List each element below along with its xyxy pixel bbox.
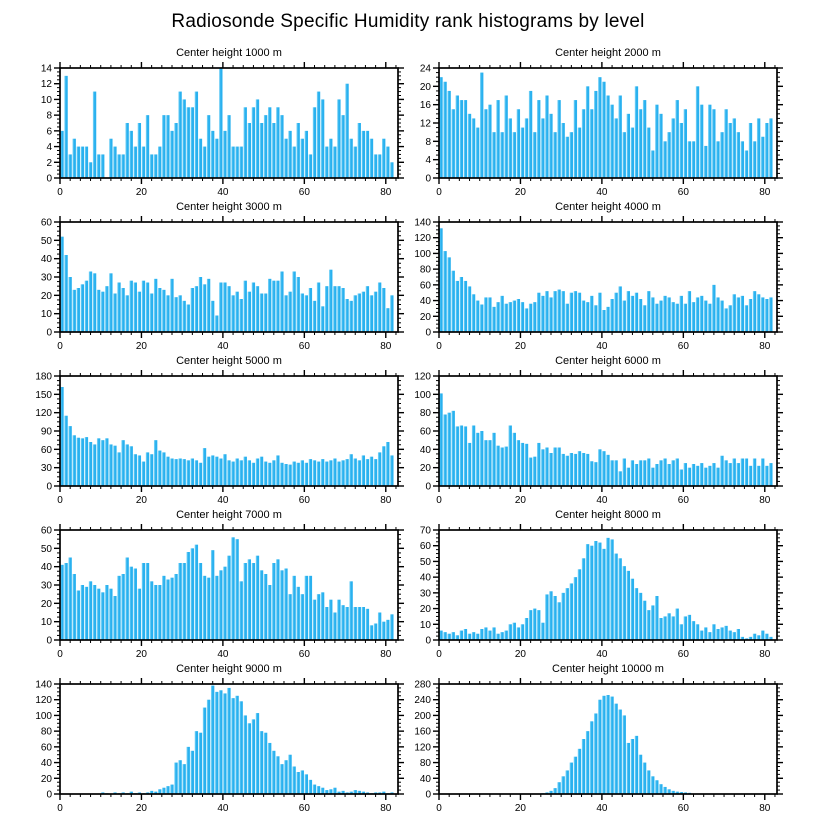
- svg-text:30: 30: [40, 580, 52, 592]
- y-tick-labels: [35, 680, 52, 801]
- svg-text:10: 10: [40, 309, 52, 321]
- svg-text:0: 0: [57, 495, 63, 506]
- svg-text:120: 120: [414, 371, 431, 383]
- svg-text:20: 20: [135, 341, 148, 352]
- svg-text:0: 0: [46, 481, 52, 493]
- svg-text:60: 60: [40, 742, 52, 754]
- svg-text:40: 40: [217, 649, 229, 660]
- subplot-10000m: [408, 662, 816, 816]
- svg-text:60: 60: [677, 187, 689, 198]
- subplot-9000m: [0, 662, 408, 816]
- svg-text:20: 20: [40, 773, 52, 785]
- svg-text:140: 140: [35, 679, 52, 691]
- bars: [439, 228, 772, 332]
- svg-text:40: 40: [419, 773, 431, 785]
- y-tick-labels: [414, 218, 431, 339]
- svg-text:20: 20: [419, 604, 431, 616]
- x-tick-labels: [436, 495, 771, 506]
- histogram-svg: [408, 676, 816, 816]
- y-tick-labels: [35, 372, 52, 493]
- svg-text:80: 80: [759, 495, 771, 506]
- svg-text:0: 0: [57, 187, 63, 198]
- svg-text:14: 14: [40, 63, 52, 75]
- svg-text:20: 20: [135, 495, 148, 506]
- svg-text:30: 30: [40, 272, 52, 284]
- histogram-10000m: [408, 676, 816, 816]
- bars: [439, 393, 772, 486]
- svg-text:60: 60: [40, 217, 52, 229]
- svg-text:120: 120: [35, 408, 52, 420]
- histogram-4000m: [408, 214, 816, 354]
- histogram-svg: [0, 368, 408, 508]
- svg-text:20: 20: [514, 187, 527, 198]
- y-tick-labels: [414, 372, 431, 493]
- svg-text:80: 80: [419, 758, 431, 770]
- svg-text:60: 60: [298, 495, 310, 506]
- subplot-title-7000m: Center height 7000 m: [176, 509, 282, 521]
- bars: [541, 695, 691, 794]
- svg-text:240: 240: [414, 695, 431, 707]
- svg-text:60: 60: [298, 803, 310, 814]
- histogram-svg: [408, 214, 816, 354]
- svg-text:50: 50: [40, 235, 52, 247]
- svg-text:60: 60: [419, 541, 431, 553]
- histogram-svg: [408, 60, 816, 200]
- subplot-2000m: [408, 46, 816, 200]
- svg-text:0: 0: [46, 173, 52, 185]
- svg-text:60: 60: [40, 444, 52, 456]
- svg-text:160: 160: [414, 726, 431, 738]
- svg-text:20: 20: [514, 495, 527, 506]
- svg-text:40: 40: [40, 562, 52, 574]
- histogram-9000m: [0, 676, 408, 816]
- svg-text:4: 4: [425, 155, 431, 167]
- svg-text:40: 40: [217, 495, 229, 506]
- subplot-title-6000m: Center height 6000 m: [555, 355, 661, 367]
- svg-text:20: 20: [40, 290, 52, 302]
- svg-text:40: 40: [596, 649, 608, 660]
- svg-text:150: 150: [35, 389, 52, 401]
- svg-text:70: 70: [419, 525, 431, 537]
- svg-text:60: 60: [298, 341, 310, 352]
- svg-text:20: 20: [419, 81, 431, 93]
- svg-text:16: 16: [419, 100, 431, 112]
- subplot-title-9000m: Center height 9000 m: [176, 663, 282, 675]
- svg-text:40: 40: [40, 254, 52, 266]
- svg-text:60: 60: [677, 803, 689, 814]
- svg-text:40: 40: [217, 803, 229, 814]
- x-tick-labels: [57, 341, 392, 352]
- histogram-svg: [408, 522, 816, 662]
- svg-text:100: 100: [414, 389, 431, 401]
- histogram-8000m: [408, 522, 816, 662]
- x-tick-labels: [436, 341, 771, 352]
- x-tick-labels: [436, 649, 771, 660]
- svg-text:20: 20: [40, 598, 52, 610]
- svg-text:0: 0: [46, 327, 52, 339]
- histogram-svg: [408, 368, 816, 508]
- histogram-svg: [0, 60, 408, 200]
- svg-text:0: 0: [425, 789, 431, 801]
- svg-text:20: 20: [135, 649, 148, 660]
- svg-text:40: 40: [596, 341, 608, 352]
- subplot-6000m: [408, 354, 816, 508]
- y-tick-labels: [41, 64, 53, 185]
- svg-text:6: 6: [46, 126, 52, 138]
- svg-text:0: 0: [436, 495, 442, 506]
- bars: [60, 387, 393, 486]
- svg-text:40: 40: [419, 296, 431, 308]
- svg-text:0: 0: [57, 341, 63, 352]
- svg-text:0: 0: [436, 341, 442, 352]
- svg-text:120: 120: [414, 742, 431, 754]
- svg-text:0: 0: [425, 173, 431, 185]
- svg-text:80: 80: [759, 187, 771, 198]
- svg-text:50: 50: [419, 556, 431, 568]
- svg-text:0: 0: [436, 187, 442, 198]
- subplot-title-3000m: Center height 3000 m: [176, 201, 282, 213]
- bars: [439, 538, 772, 640]
- x-tick-labels: [57, 803, 392, 814]
- svg-text:20: 20: [514, 649, 527, 660]
- svg-text:0: 0: [436, 803, 442, 814]
- bars: [60, 237, 393, 332]
- subplot-title-1000m: Center height 1000 m: [176, 47, 282, 59]
- svg-text:80: 80: [380, 495, 392, 506]
- svg-text:60: 60: [677, 495, 689, 506]
- svg-text:8: 8: [425, 136, 431, 148]
- histogram-svg: [0, 214, 408, 354]
- histogram-svg: [0, 522, 408, 662]
- svg-text:80: 80: [380, 803, 392, 814]
- subplot-3000m: [0, 200, 408, 354]
- svg-text:40: 40: [217, 187, 229, 198]
- subplot-7000m: [0, 508, 408, 662]
- svg-text:30: 30: [40, 463, 52, 475]
- svg-text:80: 80: [759, 803, 771, 814]
- histogram-2000m: [408, 60, 816, 200]
- svg-text:80: 80: [380, 187, 392, 198]
- subplot-8000m: [408, 508, 816, 662]
- svg-text:10: 10: [419, 619, 431, 631]
- bars: [60, 68, 393, 178]
- svg-text:30: 30: [419, 588, 431, 600]
- svg-text:120: 120: [35, 695, 52, 707]
- svg-text:50: 50: [40, 543, 52, 555]
- svg-text:100: 100: [35, 710, 52, 722]
- x-tick-labels: [57, 187, 392, 198]
- svg-text:10: 10: [40, 94, 52, 106]
- histogram-5000m: [0, 368, 408, 508]
- svg-text:140: 140: [414, 217, 431, 229]
- svg-text:100: 100: [414, 248, 431, 260]
- histogram-6000m: [408, 368, 816, 508]
- svg-text:40: 40: [596, 803, 608, 814]
- y-tick-labels: [41, 218, 53, 339]
- svg-text:80: 80: [380, 341, 392, 352]
- svg-text:4: 4: [46, 142, 52, 154]
- subplot-title-8000m: Center height 8000 m: [555, 509, 661, 521]
- subplot-title-2000m: Center height 2000 m: [555, 47, 661, 59]
- x-tick-labels: [436, 187, 771, 198]
- svg-text:12: 12: [40, 79, 52, 91]
- svg-text:20: 20: [419, 311, 431, 323]
- svg-text:280: 280: [414, 679, 431, 691]
- svg-text:60: 60: [40, 525, 52, 537]
- svg-text:20: 20: [514, 341, 527, 352]
- svg-text:0: 0: [57, 649, 63, 660]
- svg-text:20: 20: [514, 803, 527, 814]
- svg-text:80: 80: [759, 649, 771, 660]
- svg-text:80: 80: [419, 408, 431, 420]
- svg-text:0: 0: [46, 635, 52, 647]
- y-tick-labels: [420, 526, 432, 647]
- x-tick-labels: [436, 803, 771, 814]
- svg-text:40: 40: [596, 187, 608, 198]
- svg-text:20: 20: [135, 803, 148, 814]
- svg-text:80: 80: [40, 726, 52, 738]
- svg-text:200: 200: [414, 710, 431, 722]
- y-tick-labels: [420, 64, 432, 185]
- svg-text:120: 120: [414, 233, 431, 245]
- svg-text:2: 2: [46, 157, 52, 169]
- subplot-grid: [0, 46, 816, 816]
- svg-text:60: 60: [298, 187, 310, 198]
- subplot-title-5000m: Center height 5000 m: [176, 355, 282, 367]
- svg-text:80: 80: [380, 649, 392, 660]
- x-tick-labels: [57, 495, 392, 506]
- svg-text:60: 60: [677, 649, 689, 660]
- svg-text:40: 40: [40, 758, 52, 770]
- svg-text:90: 90: [40, 426, 52, 438]
- svg-text:24: 24: [419, 63, 431, 75]
- svg-text:10: 10: [40, 617, 52, 629]
- page-title: Radiosonde Specific Humidity rank histograms by level: [171, 11, 645, 32]
- bars: [60, 537, 393, 640]
- svg-text:20: 20: [419, 463, 431, 475]
- svg-text:40: 40: [596, 495, 608, 506]
- svg-text:60: 60: [419, 280, 431, 292]
- subplot-4000m: [408, 200, 816, 354]
- svg-text:60: 60: [298, 649, 310, 660]
- subplot-title-10000m: Center height 10000 m: [552, 663, 664, 675]
- svg-text:40: 40: [419, 572, 431, 584]
- svg-text:180: 180: [35, 371, 52, 383]
- histogram-7000m: [0, 522, 408, 662]
- svg-text:60: 60: [419, 426, 431, 438]
- svg-text:20: 20: [135, 187, 148, 198]
- bars: [101, 686, 394, 794]
- svg-text:80: 80: [759, 341, 771, 352]
- y-tick-labels: [41, 526, 53, 647]
- subplot-5000m: [0, 354, 408, 508]
- svg-text:0: 0: [425, 327, 431, 339]
- svg-text:0: 0: [436, 649, 442, 660]
- svg-text:0: 0: [57, 803, 63, 814]
- svg-text:12: 12: [419, 118, 431, 130]
- histogram-svg: [0, 676, 408, 816]
- subplot-1000m: [0, 46, 408, 200]
- svg-text:0: 0: [425, 481, 431, 493]
- svg-text:0: 0: [425, 635, 431, 647]
- svg-text:40: 40: [419, 444, 431, 456]
- bars: [439, 73, 772, 178]
- svg-text:8: 8: [46, 110, 52, 122]
- svg-text:0: 0: [46, 789, 52, 801]
- y-tick-labels: [414, 680, 431, 801]
- subplot-title-4000m: Center height 4000 m: [555, 201, 661, 213]
- x-tick-labels: [57, 649, 392, 660]
- svg-text:80: 80: [419, 264, 431, 276]
- svg-text:60: 60: [677, 341, 689, 352]
- histogram-3000m: [0, 214, 408, 354]
- histogram-1000m: [0, 60, 408, 200]
- svg-text:40: 40: [217, 341, 229, 352]
